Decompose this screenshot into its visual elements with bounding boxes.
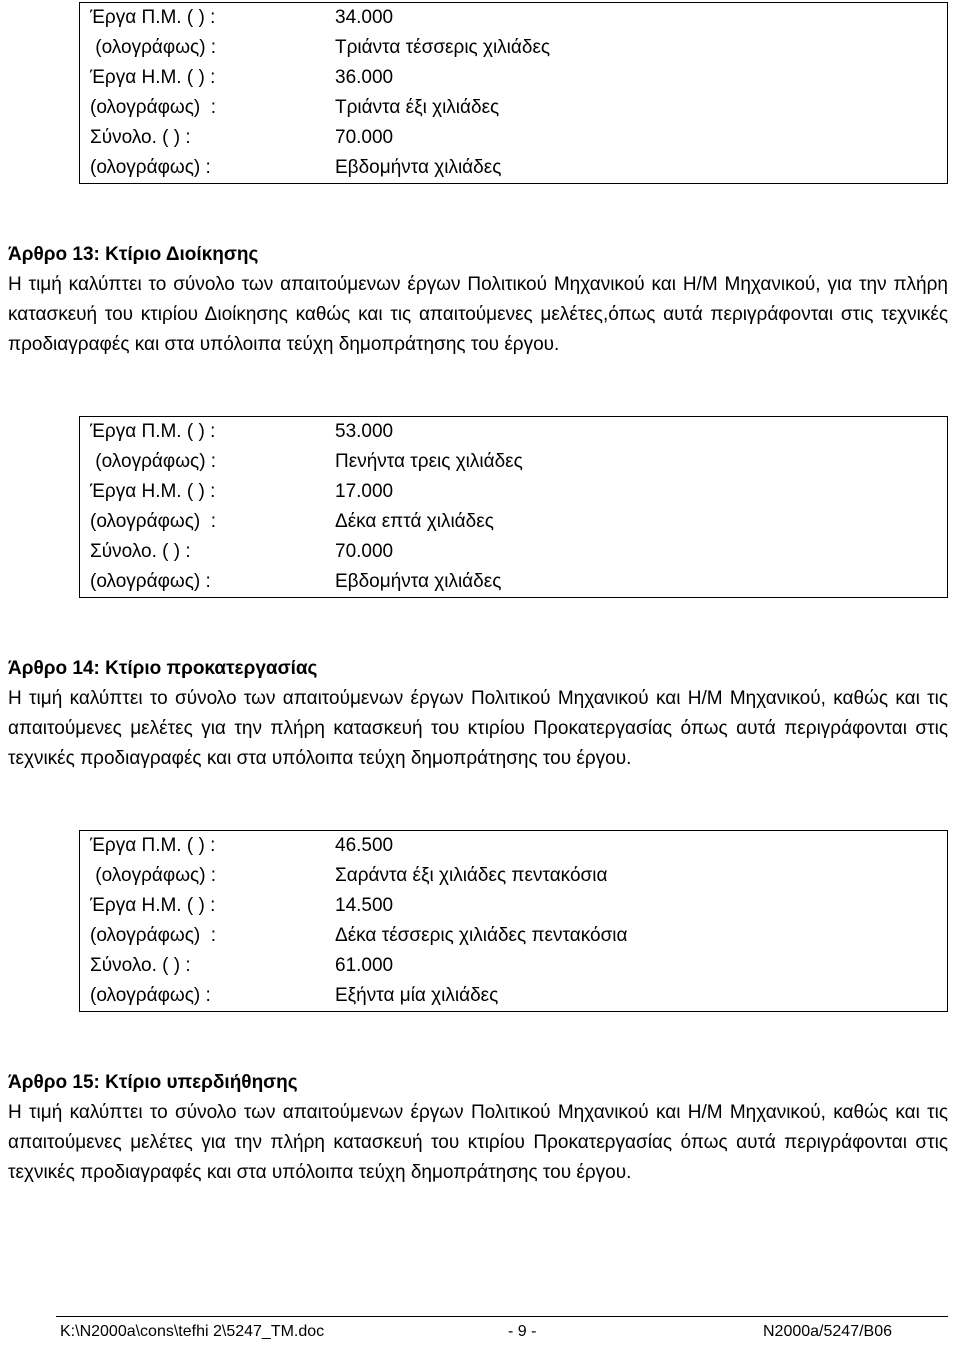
cost-label: (ολογράφως) : <box>90 451 217 472</box>
cost-row <box>80 537 947 567</box>
cost-table-1 <box>79 2 948 184</box>
cost-value: Δέκα τέσσερις χιλιάδες πεντακόσια <box>335 925 628 946</box>
cost-label: Έργα Π.Μ. ( ) : <box>90 7 216 28</box>
cost-row <box>80 153 947 183</box>
cost-label: Σύνολο. ( ) : <box>90 955 191 976</box>
cost-value: 36.000 <box>335 67 394 88</box>
cost-value: Τριάντα έξι χιλιάδες <box>335 97 500 118</box>
cost-label: Έργα Η.Μ. ( ) : <box>90 67 216 88</box>
footer-file-path: K:\N2000a\cons\tefhi 2\5247_TM.doc <box>60 1323 325 1340</box>
article-15 <box>8 1068 948 1188</box>
cost-label: (ολογράφως) : <box>90 571 211 592</box>
cost-value: Σαράντα έξι χιλιάδες πεντακόσια <box>335 865 608 886</box>
cost-label: Σύνολο. ( ) : <box>90 541 191 562</box>
cost-label: Σύνολο. ( ) : <box>90 127 191 148</box>
cost-value: Εβδομήντα χιλιάδες <box>335 157 502 178</box>
cost-value: 34.000 <box>335 7 394 28</box>
cost-row <box>80 93 947 123</box>
cost-value: Εβδομήντα χιλιάδες <box>335 571 502 592</box>
cost-value: 70.000 <box>335 541 394 562</box>
cost-label: Έργα Η.Μ. ( ) : <box>90 895 216 916</box>
cost-row <box>80 567 947 597</box>
cost-row <box>80 123 947 153</box>
cost-value: 61.000 <box>335 955 394 976</box>
cost-table-2 <box>79 416 948 598</box>
cost-row <box>80 33 947 63</box>
cost-row <box>80 477 947 507</box>
cost-label: Έργα Η.Μ. ( ) : <box>90 481 216 502</box>
cost-row <box>80 951 947 981</box>
cost-table-3 <box>79 830 948 1012</box>
cost-row <box>80 921 947 951</box>
page-footer <box>56 1316 948 1343</box>
article-body: Η τιμή καλύπτει το σύνολο των απαιτούμενων έργων Πολιτικού Μηχανικού και Η/Μ Μηχανικού, καθώς και τις απαιτούμενες μελέτες για την πλήρη κατασκευή του κτιρίου Προκατεργασίας όπως αυτά περιγράφονται στις τεχνικές προδιαγραφές και στα υπόλοιπα τεύχη δημοπράτησης του έργου. <box>8 1102 948 1183</box>
cost-label: (ολογράφως) : <box>90 97 217 118</box>
cost-value: Τριάντα τέσσερις χιλιάδες <box>335 37 551 58</box>
cost-value: 14.500 <box>335 895 394 916</box>
cost-row <box>80 63 947 93</box>
article-14 <box>8 654 948 774</box>
cost-row <box>80 3 947 33</box>
cost-value: 70.000 <box>335 127 394 148</box>
cost-value: Εξήντα μία χιλιάδες <box>335 985 499 1006</box>
cost-value: 46.500 <box>335 835 394 856</box>
article-title: Άρθρο 13: Κτίριο Διοίκησης <box>8 244 259 265</box>
cost-label: (ολογράφως) : <box>90 511 217 532</box>
footer-page-number: - 9 - <box>508 1323 537 1340</box>
cost-label: Έργα Π.Μ. ( ) : <box>90 835 216 856</box>
cost-label: (ολογράφως) : <box>90 37 217 58</box>
cost-row <box>80 507 947 537</box>
cost-label: (ολογράφως) : <box>90 985 211 1006</box>
cost-label: (ολογράφως) : <box>90 865 217 886</box>
cost-label: (ολογράφως) : <box>90 157 211 178</box>
cost-row <box>80 417 947 447</box>
cost-row <box>80 891 947 921</box>
cost-value: Δέκα επτά χιλιάδες <box>335 511 494 532</box>
cost-row <box>80 831 947 861</box>
article-title: Άρθρο 14: Κτίριο προκατεργασίας <box>8 658 318 679</box>
cost-label: Έργα Π.Μ. ( ) : <box>90 421 216 442</box>
cost-row <box>80 861 947 891</box>
cost-value: Πενήντα τρεις χιλιάδες <box>335 451 523 472</box>
article-13 <box>8 240 948 360</box>
footer-document-code: N2000a/5247/B06 <box>763 1323 892 1340</box>
cost-row <box>80 981 947 1011</box>
cost-value: 53.000 <box>335 421 394 442</box>
cost-row <box>80 447 947 477</box>
article-title: Άρθρο 15: Κτίριο υπερδιήθησης <box>8 1072 298 1093</box>
cost-label: (ολογράφως) : <box>90 925 217 946</box>
cost-value: 17.000 <box>335 481 394 502</box>
article-body: Η τιμή καλύπτει το σύνολο των απαιτούμενων έργων Πολιτικού Μηχανικού και Η/Μ Μηχανικού, για την πλήρη κατασκευή του κτιρίου Διοίκησης καθώς και τις απαιτούμενες μελέτες,όπως αυτά περιγράφονται στις τεχνικές προδιαγραφές και στα υπόλοιπα τεύχη δημοπράτησης του έργου. <box>8 274 948 355</box>
article-body: Η τιμή καλύπτει το σύνολο των απαιτούμενων έργων Πολιτικού Μηχανικού και Η/Μ Μηχανικού, καθώς και τις απαιτούμενες μελέτες για την πλήρη κατασκευή του κτιρίου Προκατεργασίας όπως αυτά περιγράφονται στις τεχνικές προδιαγραφές και στα υπόλοιπα τεύχη δημοπράτησης του έργου. <box>8 688 948 769</box>
